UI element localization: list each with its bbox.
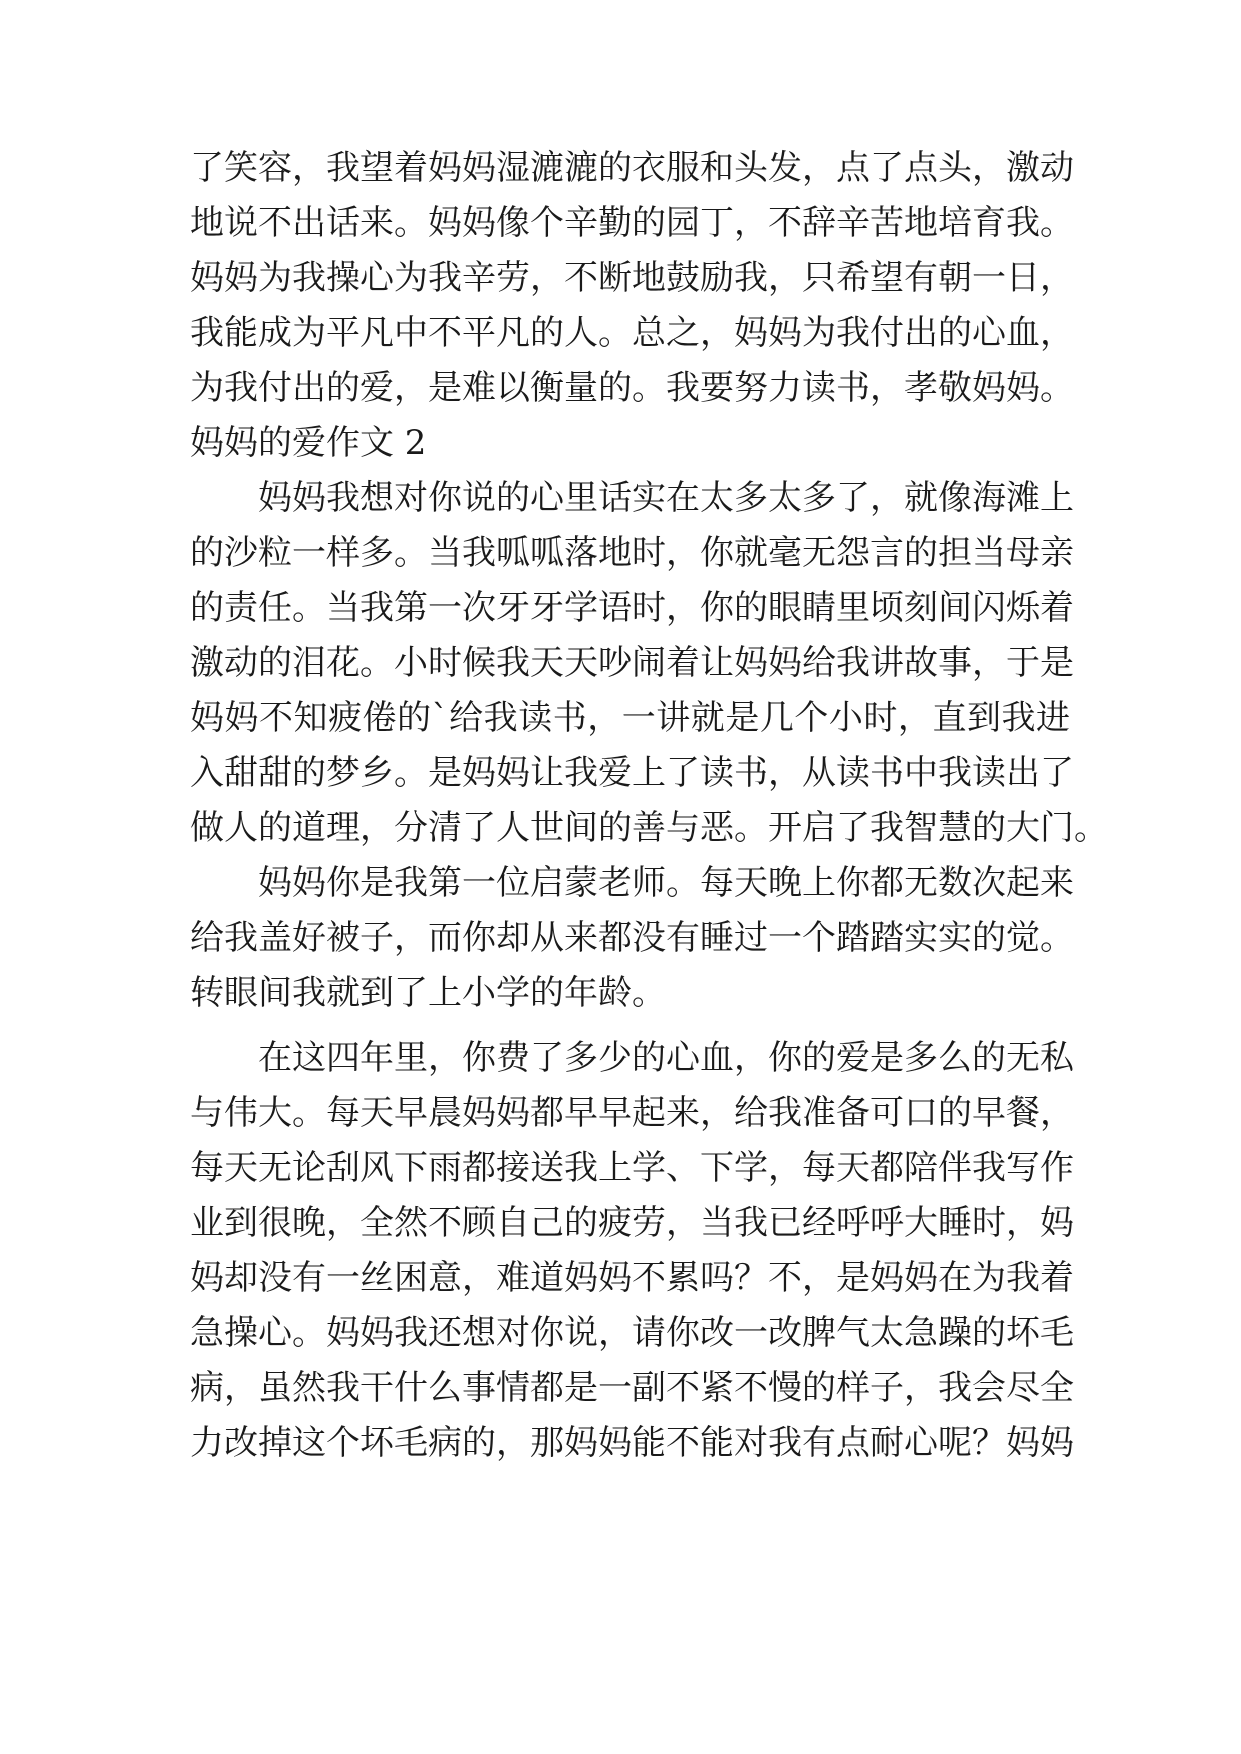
text-line-12: 入甜甜的梦乡。是妈妈让我爱上了读书，从读书中我读出了: [190, 753, 1074, 793]
text-line-19: 每天无论刮风下雨都接送我上学、下学，每天都陪伴我写作: [190, 1148, 1074, 1188]
text-line-16: 转眼间我就到了上小学的年龄。: [190, 973, 666, 1013]
text-line-13: 做人的道理，分清了人世间的善与恶。开启了我智慧的大门。: [190, 808, 1108, 848]
text-line-17: 在这四年里，你费了多少的心血，你的爱是多么的无私: [258, 1038, 1074, 1078]
text-line-18: 与伟大。每天早晨妈妈都早早起来，给我准备可口的早餐，: [190, 1093, 1074, 1133]
text-line-10: 激动的泪花。小时候我天天吵闹着让妈妈给我讲故事，于是: [190, 643, 1074, 683]
text-line-20: 业到很晚，全然不顾自己的疲劳，当我已经呼呼大睡时，妈: [190, 1203, 1074, 1243]
text-line-11: 妈妈不知疲倦的`给我读书，一讲就是几个小时，直到我进: [190, 698, 1070, 738]
text-line-23: 病，虽然我干什么事情都是一副不紧不慢的样子，我会尽全: [190, 1368, 1074, 1408]
text-line-9: 的责任。当我第一次牙牙学语时，你的眼睛里顷刻间闪烁着: [190, 588, 1074, 628]
text-line-8: 的沙粒一样多。当我呱呱落地时，你就毫无怨言的担当母亲: [190, 533, 1074, 573]
text-line-2: 地说不出话来。妈妈像个辛勤的园丁，不辞辛苦地培育我。: [190, 203, 1074, 243]
essay-title: 妈妈的爱作文 2: [190, 423, 427, 463]
text-line-5: 为我付出的爱，是难以衡量的。我要努力读书，孝敬妈妈。: [190, 368, 1074, 408]
text-line-15: 给我盖好被子，而你却从来都没有睡过一个踏踏实实的觉。: [190, 918, 1074, 958]
text-line-3: 妈妈为我操心为我辛劳，不断地鼓励我，只希望有朝一日，: [190, 258, 1074, 298]
text-line-21: 妈却没有一丝困意，难道妈妈不累吗？不，是妈妈在为我着: [190, 1258, 1074, 1298]
text-line-22: 急操心。妈妈我还想对你说，请你改一改脾气太急躁的坏毛: [190, 1313, 1074, 1353]
text-line-24: 力改掉这个坏毛病的，那妈妈能不能对我有点耐心呢？妈妈: [190, 1423, 1074, 1463]
text-line-4: 我能成为平凡中不平凡的人。总之，妈妈为我付出的心血，: [190, 313, 1074, 353]
text-line-7: 妈妈我想对你说的心里话实在太多太多了，就像海滩上: [258, 478, 1074, 518]
text-line-1: 了笑容，我望着妈妈湿漉漉的衣服和头发，点了点头，激动: [190, 148, 1074, 188]
text-line-14: 妈妈你是我第一位启蒙老师。每天晚上你都无数次起来: [258, 863, 1074, 903]
